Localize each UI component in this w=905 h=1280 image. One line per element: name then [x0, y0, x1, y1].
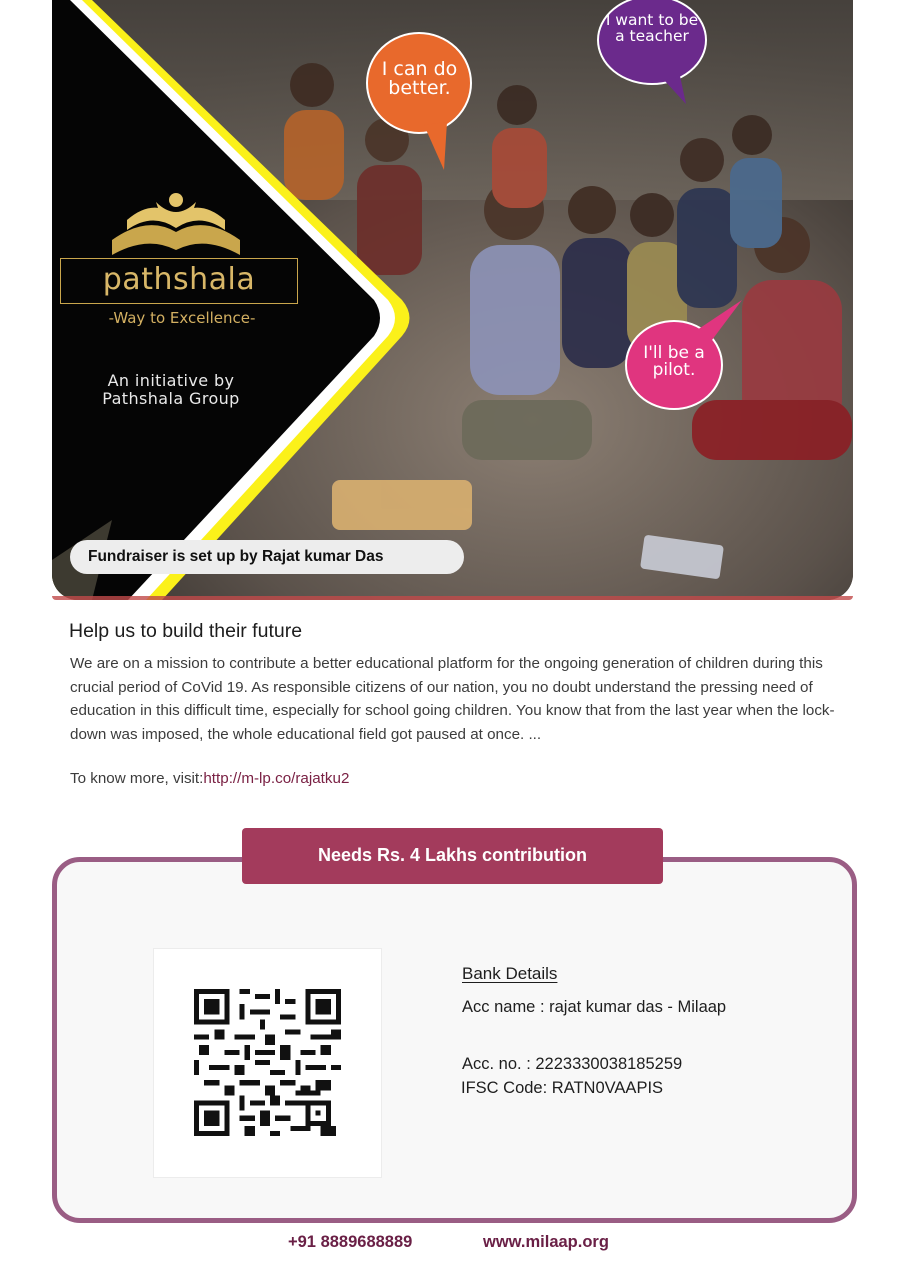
- contact-phone[interactable]: +91 8889688889: [288, 1233, 413, 1251]
- contribution-goal-banner: Needs Rs. 4 Lakhs contribution: [242, 828, 663, 884]
- brand-tagline: -Way to Excellence-: [108, 309, 256, 327]
- qr-code-icon[interactable]: [194, 989, 341, 1136]
- know-more-label: To know more, visit:: [70, 770, 204, 787]
- hero-banner: [52, 0, 853, 600]
- brand-logo-wordmark: pathshala: [60, 258, 298, 304]
- ifsc-code: IFSC Code: RATN0VAAPIS: [461, 1079, 664, 1097]
- qr-code-panel: [153, 948, 382, 1178]
- bank-details-heading: Bank Details: [462, 964, 558, 983]
- section-heading: Help us to build their future: [69, 620, 303, 642]
- speech-bubble-i-can-do-better: I can do better.: [381, 58, 458, 99]
- website-link[interactable]: www.milaap.org: [483, 1233, 609, 1251]
- hero-bottom-accent: [52, 596, 853, 600]
- campaign-link[interactable]: http://m-lp.co/rajatku2: [203, 770, 350, 787]
- fundraiser-setup-badge: Fundraiser is set up by Rajat kumar Das: [70, 540, 464, 574]
- campaign-description: We are on a mission to contribute a better educational platform for the ongoing generation of children during this crucial period of CoVid 19. As responsible citizens of our nation, you no doubt understand the pressing need of education in this difficult time, especially for school going children. You know that from the last year when the lock-down was imposed, the whole educational field got paused at once. ...: [70, 655, 835, 743]
- speech-bubble-pilot: I'll be a pilot.: [643, 343, 705, 380]
- initiative-credit: An initiative by Pathshala Group: [102, 371, 240, 408]
- speech-bubble-teacher: I want to be a teacher: [605, 11, 699, 45]
- account-name: Acc name : rajat kumar das - Milaap: [462, 998, 727, 1016]
- account-number: Acc. no. : 2223330038185259: [462, 1055, 683, 1073]
- know-more-line: [70, 770, 349, 787]
